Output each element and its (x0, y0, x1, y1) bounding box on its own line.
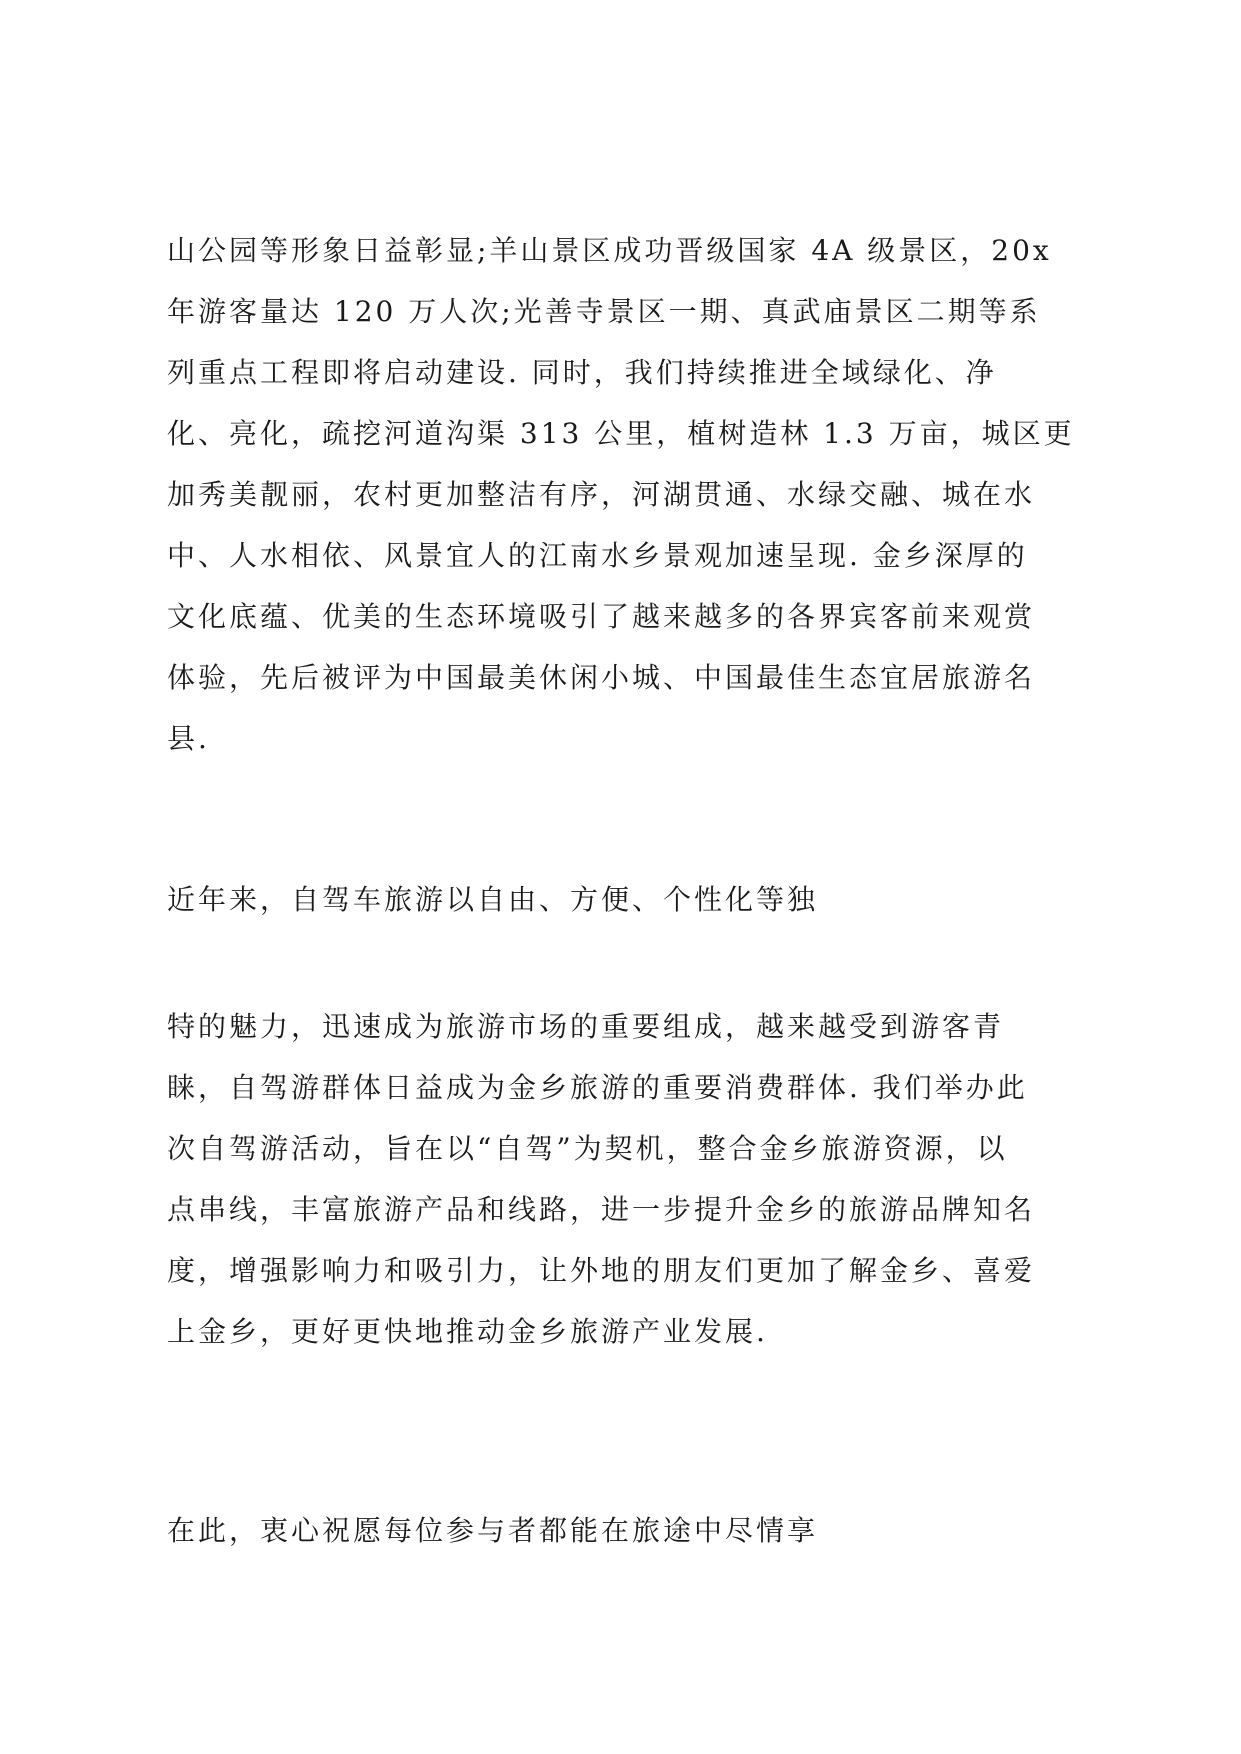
text-line: 山公园等形象日益彰显;羊山景区成功晋级国家 4A 级景区，20x (167, 234, 1052, 267)
text-line: 次自驾游活动，旨在以“自驾”为契机，整合金乡旅游资源，以 (167, 1132, 1008, 1165)
paragraph-closing-wish (167, 1500, 1087, 1561)
text-line: 列重点工程即将启动建设. 同时，我们持续推进全域绿化、净 (167, 356, 997, 389)
text-line: 加秀美靓丽，农村更加整洁有序，河湖贯通、水绿交融、城在水 (167, 478, 1036, 511)
text-line: 县. (167, 722, 210, 755)
text-line: 上金乡，更好更快地推动金乡旅游产业发展. (167, 1315, 768, 1348)
text-line: 化、亮化，疏挖河道沟渠 313 公里，植树造林 1.3 万亩，城区更 (167, 417, 1075, 450)
text-line: 点串线，丰富旅游产品和线路，进一步提升金乡的旅游品牌知名 (167, 1193, 1036, 1226)
text-line: 睐，自驾游群体日益成为金乡旅游的重要消费群体. 我们举办此 (167, 1071, 1028, 1104)
text-line: 度，增强影响力和吸引力，让外地的朋友们更加了解金乡、喜爱 (167, 1254, 1036, 1287)
text-line: 体验，先后被评为中国最美休闲小城、中国最佳生态宜居旅游名 (167, 661, 1036, 694)
text-line: 在此，衷心祝愿每位参与者都能在旅途中尽情享 (167, 1514, 819, 1547)
text-line: 文化底蕴、优美的生态环境吸引了越来越多的各界宾客前来观赏 (167, 600, 1036, 633)
text-line: 中、人水相依、风景宜人的江南水乡景观加速呈现. 金乡深厚的 (167, 539, 1028, 572)
paragraph-scenic-development (167, 220, 1087, 769)
text-line: 近年来，自驾车旅游以自由、方便、个性化等独 (167, 883, 819, 916)
paragraph-self-driving-purpose (167, 996, 1087, 1362)
text-line: 年游客量达 120 万人次;光善寺景区一期、真武庙景区二期等系 (167, 295, 1041, 328)
text-line: 特的魅力，迅速成为旅游市场的重要组成，越来越受到游客青 (167, 1010, 1005, 1043)
paragraph-self-driving-intro (167, 869, 1087, 930)
